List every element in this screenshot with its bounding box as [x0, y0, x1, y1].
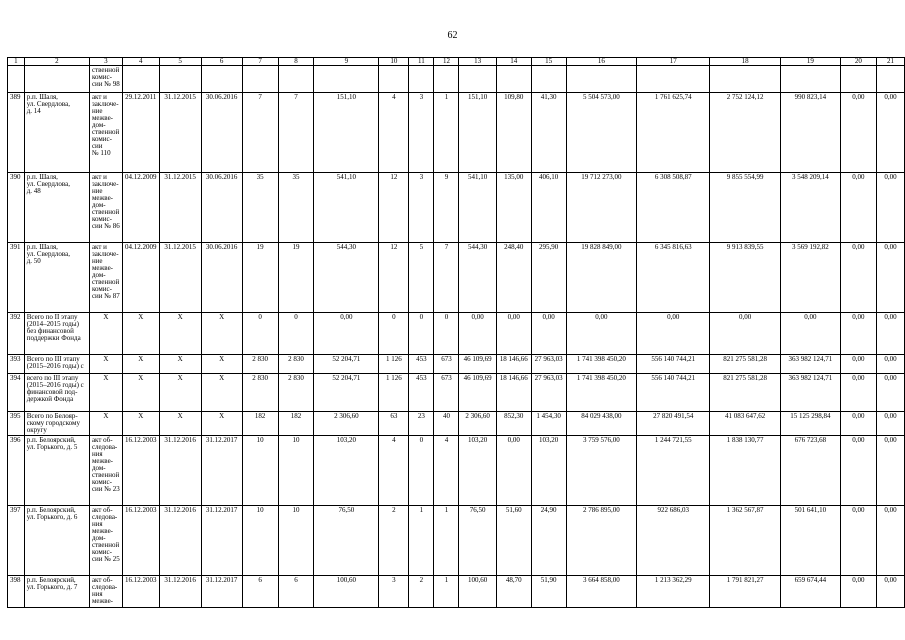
col-16-cell: 3 664 858,00	[566, 576, 637, 608]
col-19-cell: 3 569 192,82	[780, 243, 840, 313]
col-20-cell: 0,00	[840, 436, 876, 506]
col-12-cell: 1	[434, 93, 459, 173]
col-11-cell: 23	[409, 412, 434, 436]
col-7-cell: 7	[242, 93, 278, 173]
date-3-cell: 30.06.2016	[201, 243, 242, 313]
col-18-cell: 1 791 821,27	[710, 576, 781, 608]
col-17-cell: 556 140 744,21	[637, 355, 710, 374]
col-10-cell: 63	[379, 412, 409, 436]
col-9-cell: 544,30	[314, 243, 379, 313]
col-8-cell: 182	[278, 412, 314, 436]
col-7-cell: 182	[242, 412, 278, 436]
col-12-cell: 7	[434, 243, 459, 313]
column-number-19: 19	[780, 58, 840, 66]
col-16-cell: 1 741 398 450,20	[566, 374, 637, 412]
row-number-cell: 393	[8, 355, 25, 374]
col-21-cell: 0,00	[876, 576, 904, 608]
col-19-cell: 15 125 298,84	[780, 412, 840, 436]
date-2-cell: X	[159, 412, 201, 436]
col-15-cell: 406,10	[531, 173, 566, 243]
address-cell: р.п. Белоярский, ул. Горького, д. 5	[24, 436, 89, 506]
col-13-cell: 46 109,69	[459, 355, 496, 374]
col-10-cell: 4	[379, 436, 409, 506]
document-cell: акт об- следова- ния межве-	[89, 576, 122, 608]
col-11-cell	[409, 66, 434, 93]
date-1-cell: 04.12.2009	[122, 243, 159, 313]
col-16-cell: 5 504 573,00	[566, 93, 637, 173]
address-cell: р.п. Шаля, ул. Свердлова, д. 14	[24, 93, 89, 173]
column-number-4: 4	[122, 58, 159, 66]
col-10-cell: 1 126	[379, 374, 409, 412]
column-number-11: 11	[409, 58, 434, 66]
table-row	[8, 355, 905, 374]
col-14-cell: 135,00	[496, 173, 531, 243]
col-13-cell: 103,20	[459, 436, 496, 506]
date-3-cell: X	[201, 412, 242, 436]
col-20-cell: 0,00	[840, 412, 876, 436]
col-8-cell: 6	[278, 576, 314, 608]
col-15-cell: 41,30	[531, 93, 566, 173]
col-15-cell: 0,00	[531, 313, 566, 355]
col-14-cell: 18 146,66	[496, 355, 531, 374]
col-15-cell: 103,20	[531, 436, 566, 506]
date-3-cell: X	[201, 313, 242, 355]
col-16-cell: 19 712 273,00	[566, 173, 637, 243]
date-3-cell: 31.12.2017	[201, 436, 242, 506]
col-14-cell: 109,80	[496, 93, 531, 173]
col-7-cell: 19	[242, 243, 278, 313]
col-7-cell: 10	[242, 506, 278, 576]
col-21-cell: 0,00	[876, 374, 904, 412]
date-3-cell: X	[201, 374, 242, 412]
col-18-cell: 0,00	[710, 313, 781, 355]
col-12-cell: 673	[434, 355, 459, 374]
address-cell: Всего по Белояр- скому городскому округу	[24, 412, 89, 436]
col-21-cell: 0,00	[876, 243, 904, 313]
date-3-cell: 31.12.2017	[201, 506, 242, 576]
col-10-cell	[379, 66, 409, 93]
row-number-cell: 392	[8, 313, 25, 355]
col-21-cell: 0,00	[876, 412, 904, 436]
col-19-cell: 501 641,10	[780, 506, 840, 576]
col-15-cell: 1 454,30	[531, 412, 566, 436]
col-9-cell	[314, 66, 379, 93]
column-number-12: 12	[434, 58, 459, 66]
col-21-cell: 0,00	[876, 355, 904, 374]
address-cell: Всего по II этапу (2014–2015 годы) без финансовой поддержки Фонда	[24, 313, 89, 355]
address-cell: р.п. Белоярский, ул. Горького, д. 6	[24, 506, 89, 576]
date-3-cell: X	[201, 355, 242, 374]
col-17-cell: 0,00	[637, 313, 710, 355]
date-1-cell: 04.12.2009	[122, 173, 159, 243]
col-14-cell: 48,70	[496, 576, 531, 608]
col-15-cell	[531, 66, 566, 93]
col-11-cell: 0	[409, 313, 434, 355]
col-9-cell: 541,10	[314, 173, 379, 243]
col-19-cell: 990 823,14	[780, 93, 840, 173]
col-19-cell: 3 548 209,14	[780, 173, 840, 243]
column-number-14: 14	[496, 58, 531, 66]
col-21-cell	[876, 66, 904, 93]
col-18-cell: 1 362 567,87	[710, 506, 781, 576]
date-2-cell: 31.12.2015	[159, 93, 201, 173]
date-1-cell	[122, 66, 159, 93]
column-number-13: 13	[459, 58, 496, 66]
col-9-cell: 100,60	[314, 576, 379, 608]
col-8-cell: 2 830	[278, 355, 314, 374]
column-number-1: 1	[8, 58, 25, 66]
col-18-cell: 1 838 130,77	[710, 436, 781, 506]
date-2-cell	[159, 66, 201, 93]
col-10-cell: 1 126	[379, 355, 409, 374]
column-number-7: 7	[242, 58, 278, 66]
col-9-cell: 103,20	[314, 436, 379, 506]
column-number-8: 8	[278, 58, 314, 66]
col-19-cell	[780, 66, 840, 93]
col-13-cell: 0,00	[459, 313, 496, 355]
col-11-cell: 453	[409, 374, 434, 412]
col-12-cell: 0	[434, 313, 459, 355]
date-3-cell: 30.06.2016	[201, 173, 242, 243]
column-number-18: 18	[710, 58, 781, 66]
col-10-cell: 12	[379, 173, 409, 243]
col-9-cell: 52 204,71	[314, 374, 379, 412]
table-row	[8, 243, 905, 313]
document-cell: акт об- следова- ния межве- дом- ственной комис- сии № 23	[89, 436, 122, 506]
col-20-cell: 0,00	[840, 173, 876, 243]
date-2-cell: 31.12.2016	[159, 506, 201, 576]
table-row	[8, 173, 905, 243]
col-11-cell: 453	[409, 355, 434, 374]
col-8-cell: 2 830	[278, 374, 314, 412]
col-17-cell: 922 686,03	[637, 506, 710, 576]
col-12-cell: 1	[434, 576, 459, 608]
col-13-cell: 100,60	[459, 576, 496, 608]
row-number-cell: 395	[8, 412, 25, 436]
col-17-cell: 556 140 744,21	[637, 374, 710, 412]
col-8-cell: 19	[278, 243, 314, 313]
col-18-cell: 9 855 554,99	[710, 173, 781, 243]
column-number-17: 17	[637, 58, 710, 66]
col-9-cell: 76,50	[314, 506, 379, 576]
col-19-cell: 676 723,68	[780, 436, 840, 506]
table-row	[8, 412, 905, 436]
col-21-cell: 0,00	[876, 436, 904, 506]
col-14-cell: 248,40	[496, 243, 531, 313]
col-15-cell: 24,90	[531, 506, 566, 576]
col-14-cell: 852,30	[496, 412, 531, 436]
col-11-cell: 3	[409, 93, 434, 173]
table-row	[8, 576, 905, 608]
col-8-cell	[278, 66, 314, 93]
col-7-cell: 0	[242, 313, 278, 355]
col-17-cell: 1 244 721,55	[637, 436, 710, 506]
col-7-cell: 35	[242, 173, 278, 243]
col-12-cell: 4	[434, 436, 459, 506]
col-16-cell: 0,00	[566, 313, 637, 355]
col-18-cell: 41 083 647,62	[710, 412, 781, 436]
address-cell: всего по III этапу (2015–2016 годы) с финансовой под- держкой Фонда	[24, 374, 89, 412]
col-12-cell	[434, 66, 459, 93]
col-19-cell: 659 674,44	[780, 576, 840, 608]
column-number-3: 3	[89, 58, 122, 66]
col-19-cell: 0,00	[780, 313, 840, 355]
address-cell: р.п. Шаля, ул. Свердлова, д. 50	[24, 243, 89, 313]
col-12-cell: 40	[434, 412, 459, 436]
col-13-cell: 544,30	[459, 243, 496, 313]
date-2-cell: 31.12.2016	[159, 436, 201, 506]
document-cell: X	[89, 313, 122, 355]
row-number-cell: 391	[8, 243, 25, 313]
row-number-cell: 389	[8, 93, 25, 173]
col-9-cell: 151,10	[314, 93, 379, 173]
column-number-6: 6	[201, 58, 242, 66]
col-21-cell: 0,00	[876, 506, 904, 576]
col-20-cell: 0,00	[840, 93, 876, 173]
row-number-cell: 394	[8, 374, 25, 412]
date-3-cell: 30.06.2016	[201, 93, 242, 173]
table-row	[8, 374, 905, 412]
date-1-cell: 29.12.2011	[122, 93, 159, 173]
col-20-cell: 0,00	[840, 576, 876, 608]
row-number-cell: 396	[8, 436, 25, 506]
table-row	[8, 66, 905, 93]
document-cell: ственной комис- сии № 98	[89, 66, 122, 93]
col-13-cell	[459, 66, 496, 93]
address-cell	[24, 66, 89, 93]
date-1-cell: X	[122, 374, 159, 412]
col-18-cell: 821 275 581,28	[710, 355, 781, 374]
col-8-cell: 7	[278, 93, 314, 173]
col-8-cell: 10	[278, 436, 314, 506]
col-21-cell: 0,00	[876, 173, 904, 243]
col-14-cell	[496, 66, 531, 93]
col-13-cell: 541,10	[459, 173, 496, 243]
col-7-cell	[242, 66, 278, 93]
document-cell: акт об- следова- ния межве- дом- ственной комис- сии № 25	[89, 506, 122, 576]
col-20-cell: 0,00	[840, 313, 876, 355]
col-10-cell: 0	[379, 313, 409, 355]
column-number-15: 15	[531, 58, 566, 66]
row-number-cell	[8, 66, 25, 93]
col-7-cell: 2 830	[242, 355, 278, 374]
col-17-cell: 6 345 816,63	[637, 243, 710, 313]
col-8-cell: 0	[278, 313, 314, 355]
table-row	[8, 93, 905, 173]
col-16-cell	[566, 66, 637, 93]
date-2-cell: 31.12.2016	[159, 576, 201, 608]
column-number-20: 20	[840, 58, 876, 66]
column-number-21: 21	[876, 58, 904, 66]
document-cell: акт и заключе- ние межве- дом- ственной комис- сии № 110	[89, 93, 122, 173]
col-18-cell	[710, 66, 781, 93]
col-10-cell: 4	[379, 93, 409, 173]
col-17-cell: 1 213 362,29	[637, 576, 710, 608]
date-3-cell: 31.12.2017	[201, 576, 242, 608]
col-9-cell: 2 306,60	[314, 412, 379, 436]
table-row	[8, 506, 905, 576]
col-18-cell: 9 913 839,55	[710, 243, 781, 313]
col-19-cell: 363 982 124,71	[780, 355, 840, 374]
col-16-cell: 1 741 398 450,20	[566, 355, 637, 374]
col-11-cell: 1	[409, 506, 434, 576]
document-cell: X	[89, 355, 122, 374]
date-2-cell: 31.12.2015	[159, 243, 201, 313]
document-cell: акт и заключе- ние межве- дом- ственной комис- сии № 87	[89, 243, 122, 313]
document-cell: X	[89, 412, 122, 436]
col-11-cell: 3	[409, 173, 434, 243]
col-13-cell: 2 306,60	[459, 412, 496, 436]
date-1-cell: X	[122, 412, 159, 436]
column-number-5: 5	[159, 58, 201, 66]
column-number-10: 10	[379, 58, 409, 66]
col-14-cell: 18 146,66	[496, 374, 531, 412]
col-21-cell: 0,00	[876, 93, 904, 173]
col-13-cell: 151,10	[459, 93, 496, 173]
date-1-cell: X	[122, 355, 159, 374]
col-20-cell: 0,00	[840, 506, 876, 576]
col-15-cell: 27 963,03	[531, 374, 566, 412]
row-number-cell: 390	[8, 173, 25, 243]
data-table	[7, 57, 905, 608]
col-14-cell: 0,00	[496, 436, 531, 506]
col-20-cell	[840, 66, 876, 93]
date-2-cell: 31.12.2015	[159, 173, 201, 243]
row-number-cell: 397	[8, 506, 25, 576]
row-number-cell: 398	[8, 576, 25, 608]
table-row	[8, 313, 905, 355]
col-19-cell: 363 982 124,71	[780, 374, 840, 412]
col-7-cell: 2 830	[242, 374, 278, 412]
col-14-cell: 0,00	[496, 313, 531, 355]
document-cell: акт и заключе- ние межве- дом- ственной комис- сии № 86	[89, 173, 122, 243]
column-number-row	[8, 58, 905, 66]
address-cell: р.п. Белоярский, ул. Горького, д. 7	[24, 576, 89, 608]
date-1-cell: 16.12.2003	[122, 436, 159, 506]
date-1-cell: 16.12.2003	[122, 576, 159, 608]
col-10-cell: 2	[379, 506, 409, 576]
column-number-2: 2	[24, 58, 89, 66]
col-13-cell: 76,50	[459, 506, 496, 576]
col-11-cell: 0	[409, 436, 434, 506]
col-9-cell: 0,00	[314, 313, 379, 355]
date-2-cell: X	[159, 355, 201, 374]
col-10-cell: 3	[379, 576, 409, 608]
col-12-cell: 9	[434, 173, 459, 243]
date-3-cell	[201, 66, 242, 93]
col-17-cell: 6 308 508,87	[637, 173, 710, 243]
col-7-cell: 10	[242, 436, 278, 506]
col-10-cell: 12	[379, 243, 409, 313]
col-20-cell: 0,00	[840, 374, 876, 412]
address-cell: Всего по III этапу (2015–2016 годы) с	[24, 355, 89, 374]
col-12-cell: 673	[434, 374, 459, 412]
col-18-cell: 821 275 581,28	[710, 374, 781, 412]
col-9-cell: 52 204,71	[314, 355, 379, 374]
col-15-cell: 295,90	[531, 243, 566, 313]
col-11-cell: 2	[409, 576, 434, 608]
col-11-cell: 5	[409, 243, 434, 313]
date-1-cell: 16.12.2003	[122, 506, 159, 576]
col-7-cell: 6	[242, 576, 278, 608]
col-16-cell: 2 786 895,00	[566, 506, 637, 576]
col-15-cell: 51,90	[531, 576, 566, 608]
col-12-cell: 1	[434, 506, 459, 576]
col-14-cell: 51,60	[496, 506, 531, 576]
col-13-cell: 46 109,69	[459, 374, 496, 412]
column-number-9: 9	[314, 58, 379, 66]
col-21-cell: 0,00	[876, 313, 904, 355]
col-20-cell: 0,00	[840, 355, 876, 374]
col-20-cell: 0,00	[840, 243, 876, 313]
date-2-cell: X	[159, 374, 201, 412]
col-17-cell: 1 761 625,74	[637, 93, 710, 173]
page-number: 62	[447, 30, 458, 41]
column-number-16: 16	[566, 58, 637, 66]
address-cell: р.п. Шаля, ул. Свердлова, д. 48	[24, 173, 89, 243]
col-16-cell: 3 759 576,00	[566, 436, 637, 506]
col-8-cell: 10	[278, 506, 314, 576]
col-8-cell: 35	[278, 173, 314, 243]
col-18-cell: 2 752 124,12	[710, 93, 781, 173]
col-17-cell: 27 820 491,54	[637, 412, 710, 436]
table-row	[8, 436, 905, 506]
col-16-cell: 84 029 438,00	[566, 412, 637, 436]
document-cell: X	[89, 374, 122, 412]
col-15-cell: 27 963,03	[531, 355, 566, 374]
col-16-cell: 19 828 849,00	[566, 243, 637, 313]
date-2-cell: X	[159, 313, 201, 355]
col-17-cell	[637, 66, 710, 93]
date-1-cell: X	[122, 313, 159, 355]
